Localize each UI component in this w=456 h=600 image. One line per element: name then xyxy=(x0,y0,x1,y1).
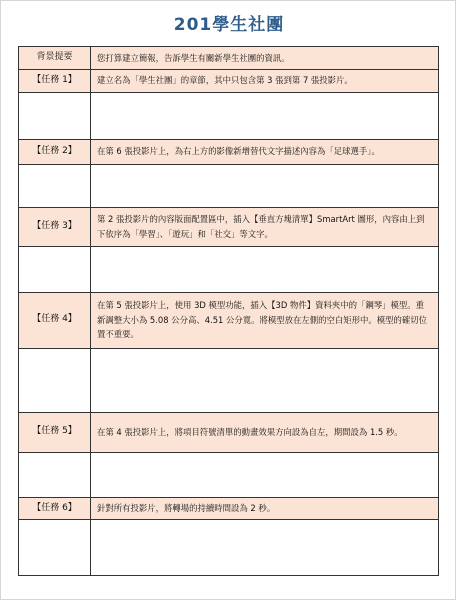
task-5-answer-row xyxy=(19,452,439,497)
task-4-answer-cell xyxy=(91,348,439,412)
task-4-answer-label-cell xyxy=(19,348,91,412)
task-5-answer-label-cell xyxy=(19,452,91,497)
task-3-text: 第 2 張投影片的內容版面配置區中，插入【垂直方塊清單】SmartArt 圖形，內容由上到下依序為「學習」、「遊玩」和「社交」等文字。 xyxy=(91,207,439,246)
task-1-text: 建立名為「學生社團」的章節，其中只包含第 3 張到第 7 張投影片。 xyxy=(91,69,439,92)
task-2-text: 在第 6 張投影片上，為右上方的影像新增替代文字描述內容為「足球選手」。 xyxy=(91,139,439,164)
task-6-row xyxy=(19,497,439,520)
task-4-row xyxy=(19,292,439,348)
task-3-answer-cell xyxy=(91,246,439,292)
task-4-text: 在第 5 張投影片上，使用 3D 模型功能，插入【3D 物件】資料夾中的「鋼琴」模型。重新調整大小為 5.08 公分高、4.51 公分寬。將模型放在左側的空白矩形中。模型的確切位置不重要。 xyxy=(91,292,439,348)
task-table xyxy=(18,46,439,576)
task-1-row xyxy=(19,69,439,92)
task-5-text: 在第 4 張投影片上，將項目符號清單的動畫效果方向設為自左，期間設為 1.5 秒。 xyxy=(91,412,439,452)
task-1-answer-label-cell xyxy=(19,92,91,139)
task-2-row xyxy=(19,139,439,164)
task-3-row xyxy=(19,207,439,246)
task-5-label: 【任務 5】 xyxy=(19,412,91,452)
page-title: 201學生社團 xyxy=(173,15,285,35)
task-4-answer-row xyxy=(19,348,439,412)
task-3-label: 【任務 3】 xyxy=(19,207,91,246)
summary-label: 背景提要 xyxy=(19,47,91,70)
task-3-answer-label-cell xyxy=(19,246,91,292)
task-5-answer-cell xyxy=(91,452,439,497)
summary-text: 您打算建立簡報，告訴學生有關新學生社團的資訊。 xyxy=(91,47,439,70)
task-5-row xyxy=(19,412,439,452)
task-6-answer-cell xyxy=(91,520,439,576)
task-6-answer-label-cell xyxy=(19,520,91,576)
summary-row xyxy=(19,47,439,70)
task-3-answer-row xyxy=(19,246,439,292)
task-2-answer-row xyxy=(19,164,439,207)
task-1-answer-cell xyxy=(91,92,439,139)
task-6-text: 針對所有投影片，將轉場的持續時間設為 2 秒。 xyxy=(91,497,439,520)
task-2-label: 【任務 2】 xyxy=(19,139,91,164)
task-4-label: 【任務 4】 xyxy=(19,292,91,348)
task-6-label: 【任務 6】 xyxy=(19,497,91,520)
task-6-answer-row xyxy=(19,520,439,576)
task-1-label: 【任務 1】 xyxy=(19,69,91,92)
task-1-answer-row xyxy=(19,92,439,139)
task-2-answer-label-cell xyxy=(19,164,91,207)
task-2-answer-cell xyxy=(91,164,439,207)
